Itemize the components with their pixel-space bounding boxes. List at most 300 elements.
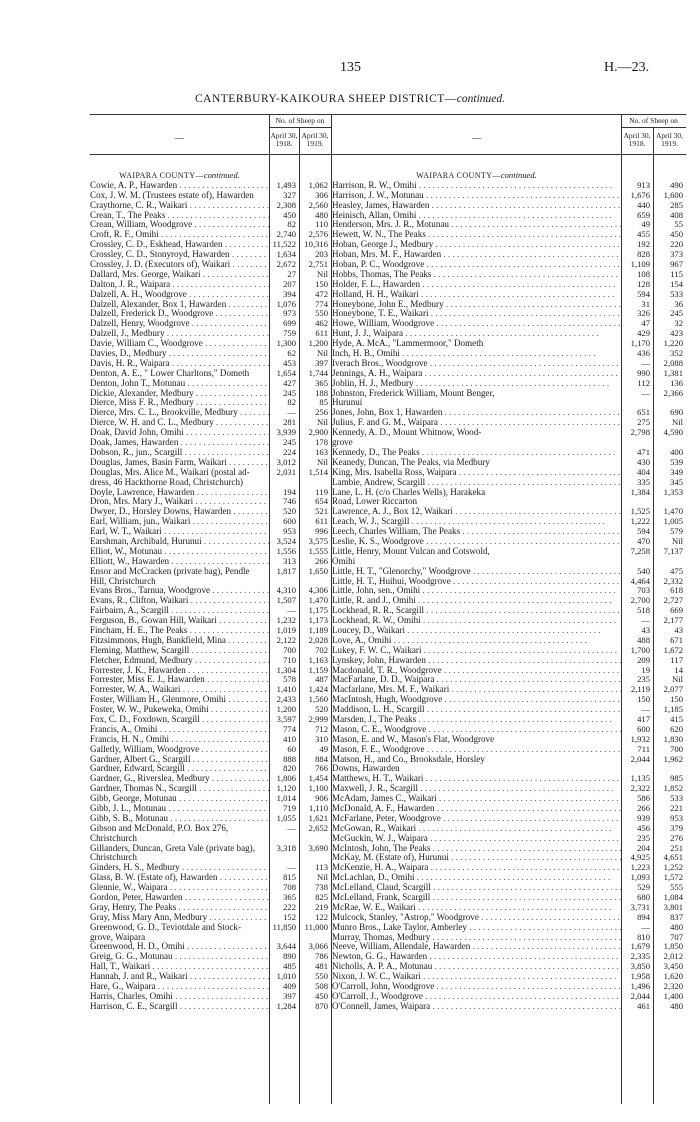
sheep-1919: 1,005 [663,516,683,527]
sheep-1919: 520 [315,704,328,715]
sheep-1918: 404 [637,466,650,477]
holder-name: McGowan, R., Waikari . . . [332,824,621,834]
sheep-1918: 245 [283,437,296,448]
holder-name: Nixon, J. W. C., Waikari . . . [332,972,621,982]
sheep-1919: 1,353 [663,486,683,497]
sheep-1919: 1,062 [308,179,328,190]
sheep-1919: 1,084 [663,892,683,903]
sheep-1919: 2,652 [308,822,328,833]
sheep-1918: 1,932 [630,733,650,744]
table-row [332,230,686,240]
sheep-1918: 1,222 [630,516,650,527]
sheep-1918: 810 [637,931,650,942]
sheep-1918: 43 [641,624,650,635]
holder-name: Hare, G., Waipara . . . [90,982,269,992]
holder-name: Gray, Miss Mary Ann, Medbury . . . [90,913,269,923]
sheep-1918: 2,740 [276,229,296,240]
table-row [332,794,686,804]
sheep-1919: 203 [315,249,328,260]
sheep-1918: 429 [637,328,650,339]
sheep-1919: 766 [315,763,328,774]
sheep-1919: 870 [315,1000,328,1011]
holder-name: Johnston, Frederick William, Mount Benger, [332,388,495,398]
sheep-1919: 884 [315,753,328,764]
holder-name: Harris, Charles, Omihi . . . [90,992,269,1002]
sheep-1918: 31 [641,298,650,309]
holder-name: Doak, David John, Omihi . . . [90,428,269,438]
holder-name: Gibb, J. L., Motunau . . . [90,804,269,814]
sheep-1918: 470 [637,535,650,546]
sheep-1918: 3,012 [276,456,296,467]
holder-name: Lukey, F. W. C., Waikari . . . [332,646,621,656]
sheep-1918: 578 [283,674,296,685]
title-suffix: continued. [456,93,506,105]
sheep-1919: 533 [670,793,683,804]
sheep-1918: 409 [283,981,296,992]
table-row [332,527,686,537]
sheep-1919: 996 [315,526,328,537]
sheep-1918: 2,044 [630,990,650,1001]
sheep-1918: 1,170 [630,338,650,349]
holder-name: Glennie, W., Waipara . . . [90,883,269,893]
date-month: April 30, [623,131,651,140]
holder-name: Denton, John T., Motunau . . . [90,379,269,389]
holder-name: King, Mrs. Isabella Ross, Waipara . . . [332,468,621,478]
sheep-1919: 953 [670,812,683,823]
table-row [332,626,686,636]
sheep-1918: 1,496 [630,981,650,992]
sheep-1919: 1,100 [308,783,328,794]
holder-name: Hoban, P. C., Woodgrove . . . [332,260,621,270]
holder-name: Kennedy, D., The Peaks . . . [332,448,621,458]
table-row [332,784,686,794]
date-year: 1918. [275,139,293,148]
sheep-1918: 394 [283,288,296,299]
sheep-1918: 820 [283,763,296,774]
sheep-1919: 690 [670,407,683,418]
holder-name: Crean, T., The Peaks . . . [90,211,269,221]
sheep-1919: 707 [670,931,683,942]
holder-name: Inch, H. B., Omihi . . . [332,349,621,359]
sheep-1919: 1,424 [308,684,328,695]
holder-name: Fleming, Matthew, Scargill . . . [90,646,269,656]
title-main: CANTERBURY-KAIKOURA SHEEP DISTRICT— [194,93,457,105]
date-header-1919-left [299,132,331,148]
sheep-1919: 397 [315,357,328,368]
sheep-1919: 2,012 [663,951,683,962]
holder-name: Ginders, H. S., Medbury . . . [90,863,269,873]
holder-name: Greig, G. G., Motunau . . . [90,952,269,962]
table-top-rule [90,114,686,115]
report-reference: H.—23. [604,60,650,75]
sheep-1919: 219 [315,901,328,912]
sheep-1919: 1,470 [308,595,328,606]
table-row [332,379,686,389]
sheep-1919: 462 [315,318,328,329]
sheep-1919: 276 [670,832,683,843]
sheep-1918: 62 [287,348,296,359]
holder-name: Leach, W. J., Scargill . . . [332,517,621,527]
date-year: 1918. [628,139,646,148]
sheep-1919: 481 [315,961,328,972]
sheep-1918: 235 [637,674,650,685]
sheep-1919: Nil [672,535,683,546]
sub-header-rule-left [269,127,331,128]
sheep-1918: 335 [637,476,650,487]
sheep-1919: 408 [670,209,683,220]
sheep-1919: 2,088 [663,357,683,368]
date-month: April 30, [301,131,329,140]
holder-name: Denton, A. E., " Lower Charltons," Dometh [90,368,250,378]
holder-name: Lockhead, R. R., Scargill . . . [332,606,621,616]
sheep-1918: 222 [283,901,296,912]
sheep-1919: 1,175 [308,605,328,616]
sheep-1919: 620 [670,723,683,734]
table-row [332,468,686,478]
sheep-1918: 1,679 [630,941,650,952]
sheep-1919: 415 [670,713,683,724]
sheep-1918: 1,093 [630,872,650,883]
holder-name: Ferguson, B., Gowan Hill, Waikari . . . [90,616,269,626]
date-year: 1919. [306,139,324,148]
sheep-1918: 600 [283,516,296,527]
sheep-1918: 913 [637,179,650,190]
holder-name: Evans, R., Clifton, Waikari . . . [90,596,269,606]
holder-name: Kennedy, A. D., Mount Whitnow, Wood- [332,428,482,438]
blank-header-left: — [175,133,184,143]
table-row [332,646,686,656]
sheep-1918: 450 [283,209,296,220]
sheep-1919: 1,555 [308,545,328,556]
sheep-1918: 82 [287,219,296,230]
table-row [332,557,686,567]
sheep-1918: — [641,615,650,626]
holder-name: Road, Lower Riccarton [332,497,418,507]
holder-name: Greenwood, G. D., Teviotdale and Stock- [90,922,241,932]
sheep-1919: 349 [670,466,683,477]
sheep-1919: 487 [315,674,328,685]
date-month: April 30, [655,131,684,140]
sheep-1919: 266 [315,555,328,566]
table-row [332,992,686,1002]
holder-name: Elliot, W., Motunau . . . [90,547,269,557]
holder-name: Greenwood, H. D., Omihi . . . [90,942,269,952]
sheep-1919: 85 [319,397,328,408]
sheep-1919: 245 [670,308,683,319]
sheep-1919: Nil [672,674,683,685]
sheep-1919: 654 [315,496,328,507]
sheep-1918: 540 [637,565,650,576]
sheep-1918: 108 [637,268,650,279]
holder-name: MacFarlane, D. D., Waipara . . . [332,675,621,685]
sheep-1918: 600 [637,723,650,734]
sheep-1919: 1,962 [663,753,683,764]
table-row [332,428,686,438]
sheep-1918: 759 [283,328,296,339]
sheep-1919: 345 [670,476,683,487]
sheep-1919: 2,727 [663,595,683,606]
page-title [0,93,700,105]
holder-name: Doak, James, Hawarden . . . [90,438,269,448]
county-label: WAIPARA COUNTY—continued. [416,170,537,180]
sheep-1918: 1,010 [276,971,296,982]
sheep-1919: 550 [315,971,328,982]
holder-name: Gordon, Peter, Hawarden . . . [90,893,269,903]
holder-name: McFarlane, Peter, Woodgrove . . . [332,814,621,824]
sheep-1919: 1,220 [663,338,683,349]
holder-name: Dwyer, D., Horsley Downs, Hawarden . . . [90,507,269,517]
sheep-1918: 209 [637,654,650,665]
sheep-1919: 1,252 [663,862,683,873]
sheep-1918: 890 [283,951,296,962]
sheep-1918: 27 [287,268,296,279]
sheep-1919: 188 [315,387,328,398]
sheep-1918: 710 [283,654,296,665]
sheep-1919: 306 [315,189,328,200]
sheep-1918: — [641,387,650,398]
holder-name: Davies, D., Medbury . . . [90,349,269,359]
holder-name: Holder, F. L., Hawarden . . . [332,280,621,290]
holder-name: Crossley, C. D., Stonyroyd, Hawarden . . . [90,250,269,260]
holder-name: Crossley, J. D. (Executors of), Waikari . . . [90,260,269,270]
sheep-1918: 275 [637,417,650,428]
holder-name: Gibb, S. B., Motunau . . . [90,814,269,824]
holder-name: Dron, Mrs. Mary J., Waikari . . . [90,497,269,507]
holder-name: Harrison, J. W., Motunau . . . [332,191,621,201]
sheep-1919: 475 [670,565,683,576]
sheep-1919: Nil [317,456,328,467]
sheep-1919: 611 [315,328,328,339]
sheep-1919: 136 [670,377,683,388]
holder-name: McKenzie, H. A., Waipara . . . [332,863,621,873]
sheep-1918: 397 [283,990,296,1001]
holder-name: Joblin, H. J., Medbury . . . [332,379,621,389]
sheep-1918: 520 [283,506,296,517]
holder-name: Dalzell, Frederick D., Woodgrove . . . [90,309,269,319]
sheep-1919: 2,177 [663,615,683,626]
sheep-1919: 122 [315,911,328,922]
sheep-1919: Nil [317,348,328,359]
sheep-1918: 2,044 [630,753,650,764]
holder-name: Gray, Henry, The Peaks . . . [90,903,269,913]
sheep-1919: 4,590 [663,427,683,438]
holder-name: Francis, A., Omihi . . . [90,725,269,735]
sheep-1919: 1,560 [308,694,328,705]
sheep-1918: 1,014 [276,793,296,804]
holder-name: Fairbairn, A., Scargill . . . [90,606,269,616]
sheep-1919: 450 [670,229,683,240]
holder-name: Crean, William, Woodgrove . . . [90,220,269,230]
sheep-1918: 207 [283,278,296,289]
sheep-1919: 154 [670,278,683,289]
holder-name: Maxwell, J. R., Scargill . . . [332,784,621,794]
sheep-1919: 251 [670,842,683,853]
table-row [332,458,686,468]
sheep-1918: 152 [283,911,296,922]
holder-name: Henderson, Mrs. J. R., Motunau . . . [332,220,621,230]
holder-name: Loucey, D., Waikari . . . [332,626,621,636]
sheep-1918: 49 [641,219,650,230]
sheep-1919: 115 [670,268,683,279]
sheep-1918: 1,556 [276,545,296,556]
sheep-1918: 1,493 [276,179,296,190]
sheep-1918: 245 [283,387,296,398]
holder-name: Doyle, Lawrence, Hawarden . . . [90,488,269,498]
holder-name: Keanedy, Duncan, The Peaks, via Medbury [332,457,490,467]
sheep-1919: 671 [670,634,683,645]
sheep-1919: 480 [670,921,683,932]
holder-name: Little, Henry, Mount Vulcan and Cotswold, [332,546,490,556]
holder-name: Dalzell, Alexander, Box 1, Hawarden . . . [90,300,269,310]
sheep-1919: 702 [315,644,328,655]
sheep-1918: 894 [637,911,650,922]
table-row [332,319,686,329]
sheep-1919: Nil [317,872,328,883]
sheep-1918: 471 [637,446,650,457]
sheep-1919: 14 [674,664,683,675]
table-row [332,488,686,498]
sheep-1919: 3,690 [308,842,328,853]
sheep-1919: 379 [670,822,683,833]
sheep-1918: 3,939 [276,427,296,438]
table-row [332,408,686,418]
table-row [332,666,686,676]
sheep-1919: 2,077 [663,684,683,695]
holder-name: grove [332,438,353,448]
sheep-1919: 36 [674,298,683,309]
table-row [332,735,686,745]
holder-name: O'Carroll, John, Woodgrove . . . [332,982,621,992]
sheep-1918: 4,310 [276,585,296,596]
sheep-1919: 967 [670,259,683,270]
sheep-1918: 455 [637,229,650,240]
holder-name: Mason, C. E., Woodgrove . . . [332,725,621,735]
holder-name: Hunt, J. J., Waipara . . . [332,329,621,339]
sheep-1919: 150 [315,278,328,289]
sheep-1918: 711 [637,743,650,754]
holder-name: O'Carroll, J., Woodgrove . . . [332,992,621,1002]
sheep-1918: 594 [637,526,650,537]
sheep-1919: 423 [670,328,683,339]
sheep-1919: 220 [670,239,683,250]
sheep-1918: 461 [637,1000,650,1011]
sheep-1919: 611 [315,516,328,527]
sheep-1919: 1,173 [308,615,328,626]
sheep-1918: 281 [283,417,296,428]
sheep-1919: 1,620 [663,971,683,982]
holder-name: Gardner, Thomas N., Scargill . . . [90,784,269,794]
sheep-1919: 3,066 [308,941,328,952]
sheep-1919: 985 [670,773,683,784]
table-row [332,705,686,715]
sheep-1918: 326 [637,308,650,319]
sheep-1919: 1,200 [308,338,328,349]
holder-name: Gardner, G., Riverslea, Medbury . . . [90,774,269,784]
table-row [332,211,686,221]
table-row [332,804,686,814]
sheep-1918: 430 [637,456,650,467]
holder-name: Davis, H. R., Waipara . . . [90,359,269,369]
table-row [332,290,686,300]
sheep-table [90,114,686,1104]
sheep-1919: 2,900 [308,427,328,438]
sheep-1919: 43 [674,624,683,635]
holder-name: Dallard, Mrs. George, Waikari . . . [90,270,269,280]
sheep-1918: 1,676 [630,189,650,200]
sheep-1918: 828 [637,249,650,260]
sheep-1919: 3,801 [663,901,683,912]
sheep-1918: 488 [637,634,650,645]
sheep-1919: 2,028 [308,634,328,645]
holder-name: Matson, H., and Co., Brooksdale, Horsley [332,754,485,764]
sheep-1919: 110 [315,219,328,230]
sheep-1918: 128 [637,278,650,289]
holder-name: Forrester, W. A., Waikari . . . [90,685,269,695]
sheep-1918: 2,672 [276,259,296,270]
sheep-1919: 480 [670,1000,683,1011]
sheep-1918: 1,109 [630,259,650,270]
holder-name: Howe, William, Woodgrove . . . [332,319,621,329]
table-row [332,824,686,834]
sheep-1918: 485 [283,961,296,972]
holder-name: Evans Bros., Tarnua, Woodgrove . . . [90,586,269,596]
sheep-1919: 2,366 [663,387,683,398]
sheep-1918: — [641,921,650,932]
sheep-1919: 480 [315,209,328,220]
left-column-rows [90,171,331,1012]
sheep-1918: 1,958 [630,971,650,982]
sheep-1918: 436 [637,348,650,359]
holder-name: Mulcock, Stanley, "Astrop," Woodgrove . . . [332,913,621,923]
holder-name: Munro Bros., Lake Taylor, Amberley . . . [332,923,621,933]
sheep-1918: 1,525 [630,506,650,517]
sheep-1918: 1,634 [276,249,296,260]
sheep-1918: 1,019 [276,624,296,635]
table-row [90,468,331,478]
table-row [332,191,686,201]
holder-name: Hyde, A. McA., "Lammermoor," Dometh [332,339,484,349]
sheep-1919: 32 [674,318,683,329]
holder-name: Galletly, William, Woodgrove . . . [90,745,269,755]
sheep-1918: 700 [283,644,296,655]
holder-name: Forrester, J. K., Hawarden . . . [90,666,269,676]
sheep-1919: 1,470 [663,506,683,517]
sheep-1918: 699 [283,318,296,329]
sheep-1918: 11,522 [272,239,296,250]
sheep-1918: 1,507 [276,595,296,606]
sheep-1918: 680 [637,892,650,903]
holder-name: Douglas, James, Basin Farm, Waikari . . . [90,458,269,468]
holder-name: Dierce, W. H. and C. L., Medbury . . . [90,418,269,428]
sheep-1918: — [641,704,650,715]
holder-name: Hobbs, Thomas, The Peaks . . . [332,270,621,280]
sheep-1919: 555 [670,882,683,893]
sheep-1919: 310 [315,733,328,744]
sheep-1918: 953 [283,526,296,537]
sheep-1918: 3,597 [276,713,296,724]
table-row [90,844,331,854]
sheep-1918: 3,318 [276,842,296,853]
holder-name: O'Connell, James, Waipara . . . [332,1002,621,1012]
sheep-1919: 285 [670,199,683,210]
holder-name: Francis, H. N., Omihi . . . [90,735,269,745]
table-row [332,448,686,458]
sheep-1918: 703 [637,585,650,596]
date-year: 1919. [661,139,678,148]
holder-name: Foster, W. W., Pukeweka, Omihi . . . [90,705,269,715]
table-row [332,656,686,666]
holder-name: Lambie, Andrew, Scargill . . . [332,478,621,488]
